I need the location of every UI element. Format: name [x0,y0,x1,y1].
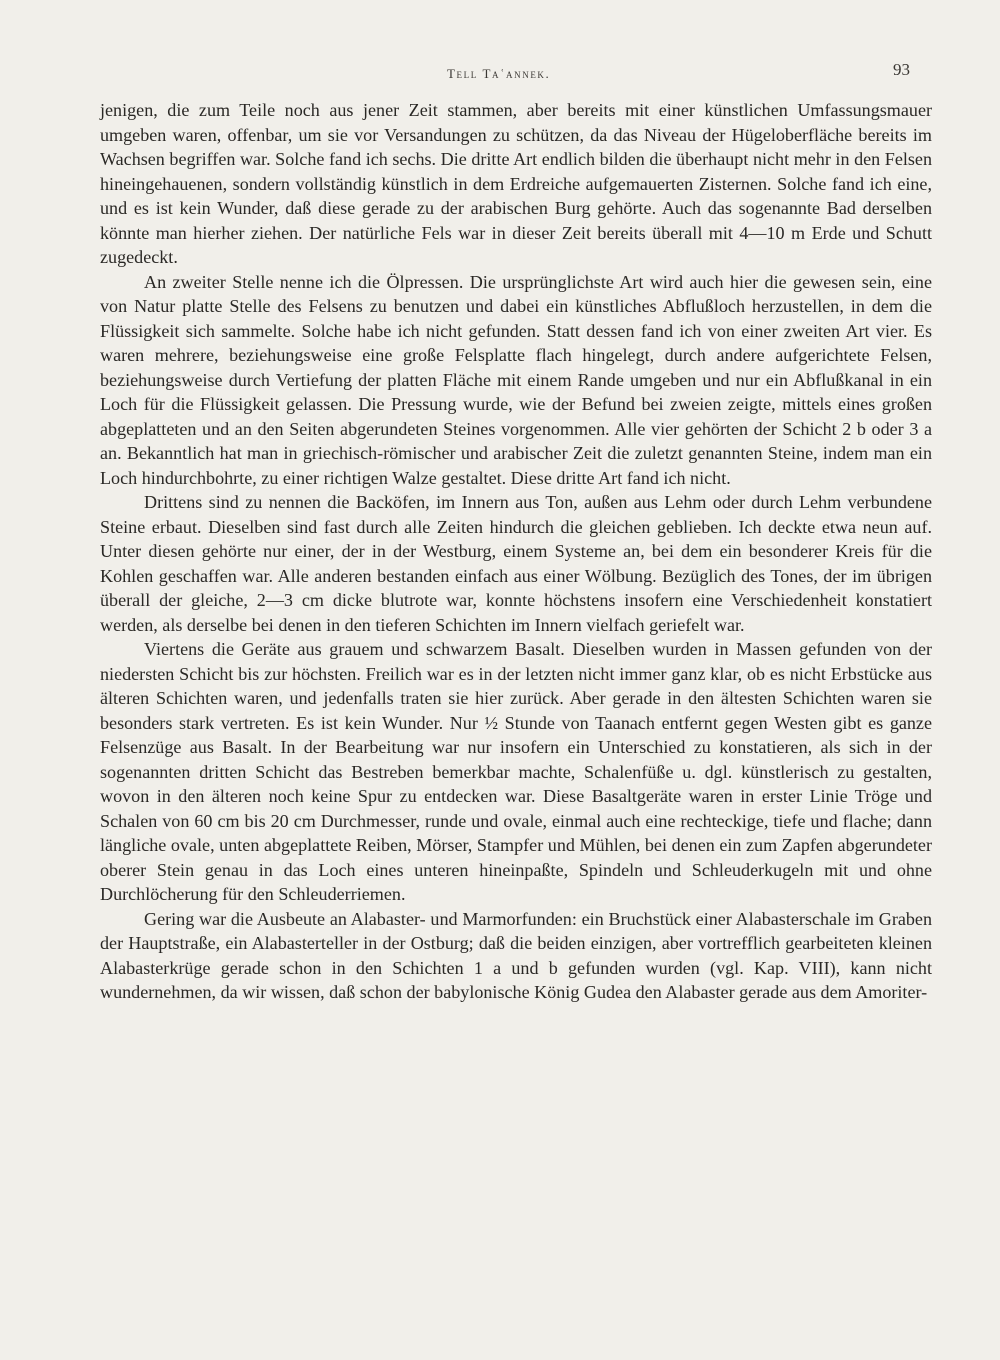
paragraph-basalt-tools: Viertens die Geräte aus grauem und schwarzem Basalt. Dieselben wurden in Massen gefunden von der niedersten Schicht bis zur höchsten. Freilich war es in der letzten nicht immer ganz klar, ob es nicht Erbstücke aus älteren Schichten waren, und jedenfalls traten sie hier zurück. Aber gerade in den ältesten Schichten waren sie besonders stark vertreten. Es ist kein Wunder. Nur ½ Stunde von Taanach entfernt gegen Westen gibt es ganze Felsenzüge aus Basalt. In der Bearbeitung war nur insofern ein Unterschied zu konstatieren, als sich in der sogenannten dritten Schicht das Bestreben bemerkbar machte, Schalenfüße u. dgl. künstlerisch zu gestalten, wovon in den älteren noch keine Spur zu entdecken war. Diese Basaltgeräte waren in erster Linie Tröge und Schalen von 60 cm bis 20 cm Durchmesser, runde und ovale, einmal auch eine rechteckige, tiefe und flache; dann längliche ovale, unten abgeplattete Reiben, Mörser, Stampfer und Mühlen, bei denen ein zum Zapfen abgerundeter oberer Stein genau in das Loch eines unteren hineinpaßte, Spindeln und Schleuderkugeln mit und ohne Durchlöcherung für den Schleuderriemen. [100,639,932,904]
paragraph-alabaster: Gering war die Ausbeute an Alabaster- und Marmorfunden: ein Bruchstück einer Alabasterschale im Graben der Hauptstraße, ein Alabasterteller in der Ostburg; daß die beiden einzigen, aber vortrefflich gearbeiteten kleinen Alabasterkrüge gerade schon in den Schichten 1 a und b gefunden wurden (vgl. Kap. VIII), kann nicht wundernehmen, da wir wissen, daß schon der babylonische König Gudea den Alabaster gerade aus dem Amoriter- [100,908,932,1002]
paragraph-oil-presses: An zweiter Stelle nenne ich die Ölpressen. Die ursprünglichste Art wird auch hier die gewesen sein, eine von Natur platte Stelle des Felsens zu benutzen und dabei ein künstliches Abflußloch herzustellen, in dem die Flüssigkeit sich sammelte. Solche habe ich nicht gefunden. Statt dessen fand ich von einer zweiten Art vier. Es waren mehrere, beziehungsweise eine große Felsplatte flach hingelegt, durch andere aufgerichtete Felsen, beziehungsweise durch Vertiefung der platten Fläche mit einem Rande umgeben und nur ein Abflußkanal in ein Loch für die Flüssigkeit gelassen. Die Pressung wurde, wie der Befund bei zweien zeigte, mittels eines großen abgeplatteten und an den Seiten abgerundeten Steines vorgenommen. Alle vier gehörten der Schicht 2 b oder 3 a an. Bekanntlich hat man in griechisch-römischer und arabischer Zeit die zuletzt genannten Steine, indem man ein Loch hindurchbohrte, zu einer richtigen Walze gestaltet. Diese dritte Art fand ich nicht. [100,271,932,488]
paragraph-cisterns: jenigen, die zum Teile noch aus jener Zeit stammen, aber bereits mit einer künstlichen Umfassungsmauer umgeben waren, offenbar, um sie vor Versandungen zu schützen, da das Niveau der Hügeloberfläche bereits im Wachsen begriffen war. Solche fand ich sechs. Die dritte Art endlich bilden die überhaupt nicht mehr in den Felsen hineingehauenen, sondern vollständig künstlich in dem Erdreiche aufgemauerten Zisternen. Solche fand ich eine, und es ist kein Wunder, daß diese gerade zu der arabischen Burg gehörte. Auch das sogenannte Bad derselben könnte man hierher ziehen. Der natürliche Fels war in dieser Zeit bereits überall mit 4—10 m Erde und Schutt zugedeckt. [100,100,932,267]
running-head [0,60,1000,90]
body-text [100,98,932,1005]
page-number: 93 [893,60,910,79]
paragraph-ovens: Drittens sind zu nennen die Backöfen, im Innern aus Ton, außen aus Lehm oder durch Lehm verbundene Steine erbaut. Dieselben sind fast durch alle Zeiten hindurch die gleichen geblieben. Ich deckte etwa neun auf. Unter diesen gehörte nur einer, der in der Westburg, einem Systeme an, bei dem ein besonderer Kreis für die Kohlen geschaffen war. Alle anderen bestanden einfach aus einer Wölbung. Bezüglich des Tones, der im übrigen überall der gleiche, 2—3 cm dicke blutrote war, konnte höchstens insofern eine Verschiedenheit konstatiert werden, als derselbe bei denen in den tieferen Schichten im Innern vielfach geriefelt war. [100,492,932,635]
running-title: Tell Taʿannek. [447,66,551,81]
